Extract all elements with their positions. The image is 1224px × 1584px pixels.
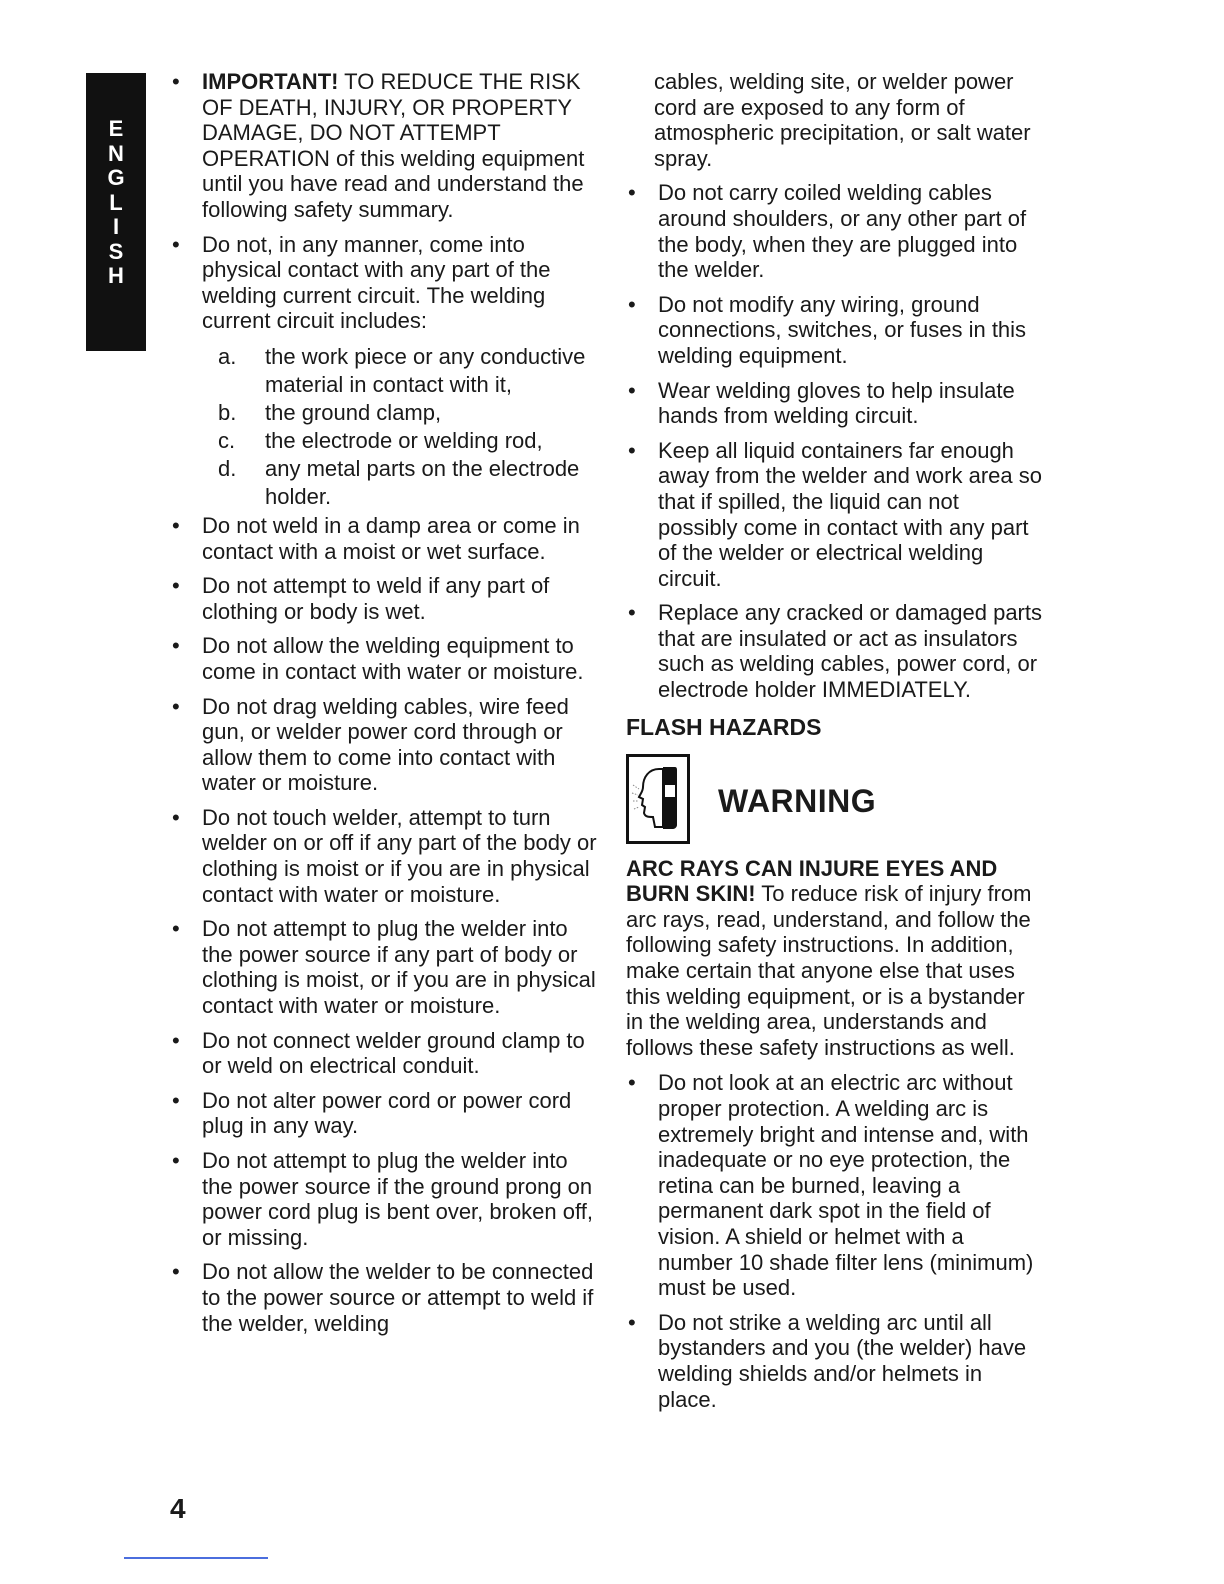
arc-rays-warning (626, 856, 1044, 1061)
list-item (170, 399, 602, 427)
side-tab-letter: N (108, 140, 124, 166)
item-text: the electrode or welding rod, (265, 427, 543, 453)
language-tab-english (86, 73, 146, 351)
safety-bullet: • Keep all liquid containers far enough away from the welder and work area so that if spilled, the liquid can not possibly come in contact with any part of the welder or electrical welding circuit. (626, 438, 1044, 592)
important-text: TO REDUCE THE RISK OF DEATH, INJURY, OR PROPERTY DAMAGE, DO NOT ATTEMPT OPERATION of this welding equipment until you have read and understand the following safety summary. (202, 69, 585, 222)
safety-bullet: • Do not attempt to plug the welder into the power source if the ground prong on power cord plug is bent over, broken off, or missing. (170, 1148, 602, 1250)
arc-rays-bold: ARC RAYS CAN INJURE EYES AND BURN SKIN! (626, 855, 998, 907)
flash-bullet: • Do not strike a welding arc until all bystanders and you (the welder) have welding shields and/or helmets in place. (626, 1310, 1044, 1412)
item-letter: d. (218, 455, 237, 481)
left-column (170, 69, 602, 1345)
safety-bullet: • Do not carry coiled welding cables around shoulders, or any other part of the body, when they are plugged into the welder. (626, 180, 1044, 282)
safety-bullet: • Do not modify any wiring, ground connections, switches, or fuses in this welding equipment. (626, 292, 1044, 369)
item-text: the ground clamp, (265, 399, 442, 425)
arc-rays-text: To reduce risk of injury from arc rays, read, understand, and follow the following safety instructions. In addition, make certain that anyone else that uses this welding equipment, or is a bystander in the welding area, understands and follows these safety instructions as well. (626, 881, 1032, 1060)
list-item (170, 343, 602, 399)
side-tab-letter: G (107, 165, 125, 190)
important-label: IMPORTANT! (202, 69, 339, 94)
item-text: the work piece or any conductive material in contact with it, (265, 343, 586, 397)
warning-title: WARNING (718, 782, 877, 819)
safety-bullet: • Do not connect welder ground clamp to or weld on electrical conduit. (170, 1028, 602, 1079)
welding-circuit-text: Do not, in any manner, come into physical contact with any part of the welding current circuit. The welding current circuit includes: (202, 231, 551, 334)
welding-circuit-notice (170, 232, 602, 334)
side-tab-letter: E (108, 116, 124, 141)
item-letter: c. (218, 427, 236, 453)
safety-bullet: • Do not drag welding cables, wire feed gun, or welder power cord through or allow them to come into contact with water or moisture. (170, 694, 602, 796)
item-letter: b. (218, 399, 237, 425)
welding-circuit-list (170, 343, 602, 511)
list-item (170, 427, 602, 455)
side-tab-letter: S (108, 238, 124, 264)
safety-bullet: • Do not allow the welding equipment to come in contact with water or moisture. (170, 633, 602, 684)
continued-text: cables, welding site, or welder power cord are exposed to any form of atmospheric precipitation, or salt water spray. (654, 69, 1031, 171)
side-tab-letter: I (112, 214, 120, 239)
safety-bullet: • Wear welding gloves to help insulate hands from welding circuit. (626, 378, 1044, 429)
safety-bullet: • Do not attempt to plug the welder into the power source if any part of body or clothing is moist, or if you are in physical contact with water or moisture. (170, 916, 602, 1018)
flash-bullet: • Do not look at an electric arc without proper protection. A welding arc is extremely bright and intense and, with inadequate or no eye protection, the retina can be burned, leaving a permanent dark spot in the field of vision. A shield or helmet with a number 10 shade filter lens (minimum) must be used. (626, 1070, 1044, 1300)
welding-helmet-icon (626, 754, 690, 844)
warning-banner (626, 752, 1044, 846)
section-heading: FLASH HAZARDS (626, 713, 822, 740)
page-number: 4 (170, 1493, 186, 1524)
safety-bullet: • Replace any cracked or damaged parts that are insulated or act as insulators such as welding cables, power cord, or electrode holder IMMEDIATELY. (626, 600, 1044, 702)
safety-bullet: • Do not touch welder, attempt to turn welder on or off if any part of the body or clothing is moist or if you are in physical contact with water or moisture. (170, 805, 602, 907)
footer-rule (124, 1557, 268, 1559)
safety-bullet: • Do not attempt to weld if any part of clothing or body is wet. (170, 573, 602, 624)
item-text: any metal parts on the electrode holder. (265, 455, 580, 509)
side-tab-letter: L (109, 189, 123, 215)
safety-bullet: • Do not alter power cord or power cord plug in any way. (170, 1088, 602, 1139)
item-letter: a. (218, 343, 237, 369)
right-column (626, 69, 1044, 1421)
list-item (170, 455, 602, 511)
safety-bullet: • Do not weld in a damp area or come in contact with a moist or wet surface. (170, 513, 602, 564)
side-tab-letter: H (108, 263, 124, 288)
important-notice (170, 69, 602, 223)
safety-bullet: • Do not allow the welder to be connected to the power source or attempt to weld if the welder, welding (170, 1259, 602, 1336)
